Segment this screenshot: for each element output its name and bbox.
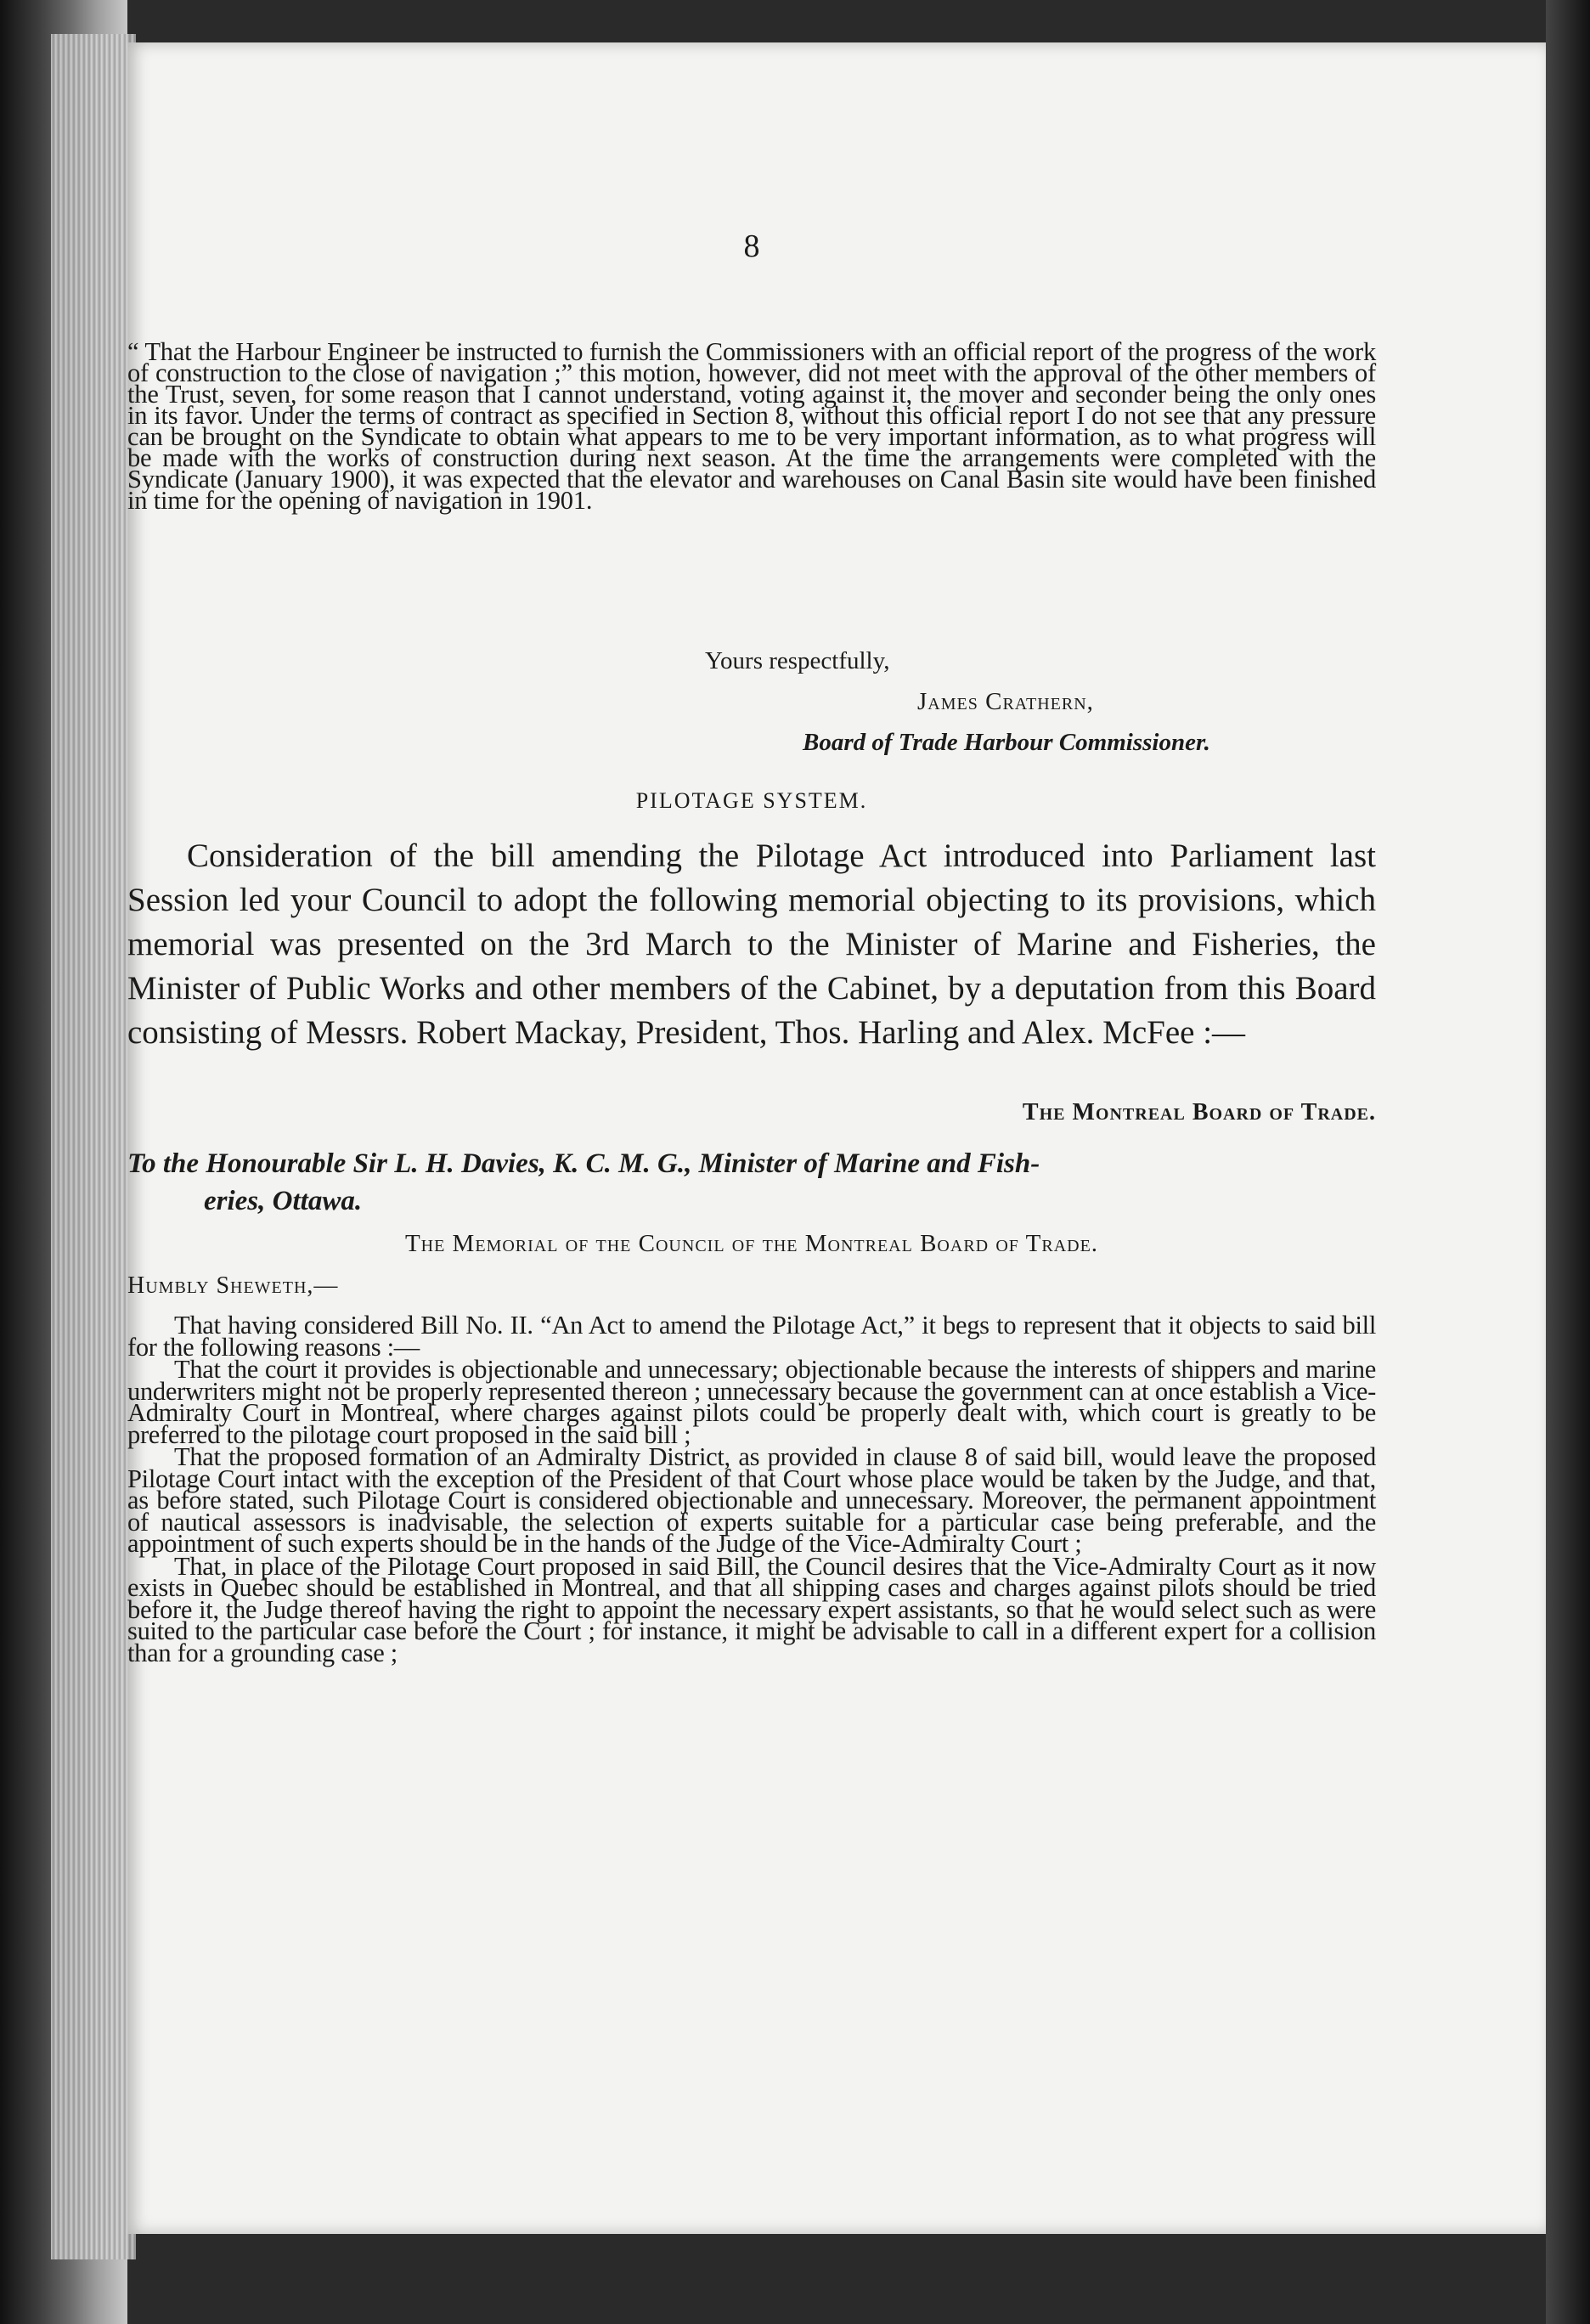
memorial-paragraph: That, in place of the Pilotage Court proposed in said Bill, the Council desires that the Vice-Admiralty Court as it now exists in Quebec should be established in Montreal, and that all shipping cases and charges against pilots should be tried before it, the Judge thereof having the right to appoint the necessary expert assistants, so that he would select such as were suited to the particular case before the Court ; for instance, it might be advisable to call in a different expert for a collision than for a grounding case ; [127,1551,1376,1667]
memorial-body [127,1311,1376,1667]
intro-paragraph: Consideration of the bill amending the Pilotage Act introduced into Parliament last Session led your Council to adopt the following memorial objecting to its provisions, which memorial was presented on the 3rd March to the Minister of Marine and Fisheries, the Minister of Public Works and other members of the Cabinet, by a deputation from this Board consisting of Messrs. Robert Mackay, President, Thos. Harling and Alex. McFee :— [127,838,1376,1051]
page-edges [51,34,136,2259]
page-number: 8 [743,228,760,264]
salutation: Yours respectfully, [705,647,890,674]
memorial-paragraph: That having considered Bill No. II. “An Act to amend the Pilotage Act,” it begs to represent that it objects to said bill for the following reasons :— [127,1311,1376,1362]
humbly-sheweth: Humbly Sheweth,— [127,1272,339,1299]
memorial-title: The Memorial of the Council of the Montreal Board of Trade. [404,1230,1099,1257]
signature: James Crathern, [917,688,1094,715]
signer-position: Board of Trade Harbour Commissioner. [803,729,1210,756]
right-shadow [1546,0,1590,2324]
memorial-paragraph: That the court it provides is objectionable and unnecessary; objectionable because the interests of shippers and marine underwriters might not be properly represented thereon ; unnecessary because the government can at once establish a Vice-Admiralty Court in Montreal, where charges against pilots could be properly dealt with, which court is greatly to be preferred to the pilotage court proposed in the said bill ; [127,1355,1376,1449]
address-continuation: eries, Ottawa. [204,1186,363,1216]
letter-body [127,337,1376,515]
address-line: To the Honourable Sir L. H. Davies, K. C. M. G., Minister of Marine and Fish- [127,1148,1040,1179]
board-line: The Montreal Board of Trade. [1022,1099,1376,1125]
section-title: PILOTAGE SYSTEM. [635,788,868,813]
address [127,1145,1376,1220]
intro-paragraph-block [127,834,1376,1055]
memorial-paragraph: That the proposed formation of an Admiralty District, as provided in clause 8 of said bill, would leave the proposed Pilotage Court intact with the exception of the President of that Court whose place would be taken by the Judge, and that, as before stated, such Pilotage Court is considered objectionable and unnecessary. Moreover, the permanent appointment of nautical assessors is inadvisable, the selection of experts suitable for a particular case being preferable, and the appointment of such experts should be in the hands of the Judge of the Vice-Admiralty Court ; [127,1442,1376,1558]
letter-paragraph: “ That the Harbour Engineer be instructed to furnish the Commissioners with an official report of the progress of the work of construction to the close of navigation ;” this motion, however, did not meet with the approval of the other members of the Trust, seven, for some reason that I cannot understand, voting against it, the mover and seconder being the only ones in its favor. Under the terms of contract as specified in Section 8, without this official report I do not see that any pressure can be brought on the Syndicate to obtain what appears to me to be very important information, as to what progress will be made with the works of construction during next season. At the time the arrangements were completed with the Syndicate (January 1900), it was expected that the elevator and warehouses on Canal Basin site would have been finished in time for the opening of navigation in 1901. [127,337,1376,515]
